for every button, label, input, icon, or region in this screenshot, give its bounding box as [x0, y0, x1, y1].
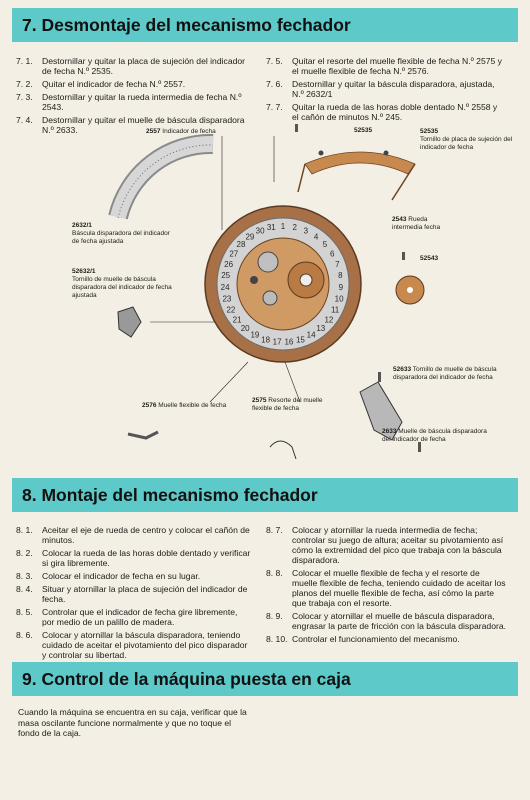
step-8-3: 8. 3. Colocar el indicador de fecha en su lugar.: [16, 571, 201, 581]
date-number: 3: [303, 226, 309, 236]
step-8-9: 8. 9. Colocar y atornillar el muelle de báscula disparadora, engrasar la parte de fricción con la báscula disparadora.: [266, 611, 507, 631]
date-number: 25: [221, 271, 231, 281]
date-number: 22: [226, 305, 236, 315]
date-number: 5: [322, 240, 328, 249]
step-8-1: 8. 1. Aceitar el eje de rueda de centro y colocar el cañón de minutos.: [16, 525, 250, 545]
date-number: 16: [284, 337, 294, 347]
date-number: 19: [250, 330, 260, 340]
step-8-10: 8. 10. Controlar el funcionamiento del mecanismo.: [266, 634, 460, 644]
date-number: 10: [334, 294, 344, 304]
label-52535-b: 52535 Tornillo de placa de sujeción del indicador de fecha: [420, 128, 513, 151]
date-number: 8: [338, 271, 343, 281]
step-8-2: 8. 2. Colocar la rueda de las horas doble dentado y verificar si gira libremente.: [16, 548, 251, 568]
step-8-4: 8. 4. Situar y atornillar la placa de sujeción del indicador de fecha.: [16, 584, 248, 604]
step-8-5: 8. 5. Controlar que el indicador de fecha gire libremente, por medio de un palillo de madera.: [16, 607, 238, 627]
label-2543: 2543 Rueda intermedia fecha: [392, 216, 441, 231]
date-number: 2: [292, 223, 297, 233]
date-number: 18: [261, 335, 271, 345]
step-7-4: 7. 4. Destornillar y quitar el muelle de báscula disparadora N.º 2633.: [16, 115, 245, 135]
label-52535-a: 52535: [354, 127, 373, 134]
date-number: 31: [266, 223, 276, 233]
label-52632: 52632/1 Tornillo de muelle de báscula disparadora del indicador de fecha ajustada: [72, 268, 172, 299]
step-7-5: 7. 5. Quitar el resorte del muelle flexible de fecha N.º 2575 y el muelle flexible de fecha N.º 2576.: [266, 56, 502, 76]
intermediate-wheel-part: [396, 276, 424, 304]
date-indicator-part: [118, 144, 213, 218]
step-8-6: 8. 6. Colocar y atornillar la báscula disparadora, teniendo cuidado de aceitar el pivotamiento del pico disparador y controlar su libertad.: [16, 630, 248, 660]
date-number: 27: [229, 249, 239, 259]
label-2633: 2633 Muelle de báscula disparadora del indicador de fecha: [382, 428, 487, 443]
label-2576: 2576 Muelle flexible de fecha: [142, 402, 227, 409]
section-8-steps-left: [16, 525, 252, 663]
step-7-6: 7. 6. Destornillar y quitar la báscula disparadora, ajustada, N.º 2632/1: [266, 79, 495, 99]
label-52633: 52633 Tornillo de muelle de báscula disparadora del indicador de fecha: [393, 366, 497, 381]
label-2557: 2557 Indicador de fecha: [146, 128, 216, 135]
date-number: 4: [313, 232, 319, 242]
step-8-7: 8. 7. Colocar y atornillar la rueda intermedia de fecha; controlar su juego de altura; aceitar su pivotamiento así cómo la extremidad del pico que trabaja con la báscula disparadora.: [266, 525, 504, 565]
step-7-2: 7. 2. Quitar el indicador de fecha N.º 2557.: [16, 79, 186, 89]
date-number: 12: [324, 315, 334, 325]
date-number: 23: [222, 294, 232, 304]
date-number: 14: [306, 330, 316, 340]
date-number: 13: [316, 324, 326, 333]
date-number: 28: [236, 240, 246, 249]
section-7-steps-right: [266, 56, 502, 125]
date-number: 20: [240, 324, 250, 333]
date-plate-part: [298, 151, 415, 201]
date-number: 24: [220, 282, 230, 292]
date-number: 21: [232, 315, 242, 325]
date-number: 15: [295, 335, 305, 345]
section-9-title: 9. Control de la máquina puesta en caja: [12, 662, 518, 696]
date-number: 30: [255, 226, 265, 236]
date-number: 1: [280, 222, 286, 231]
date-number: 29: [245, 232, 255, 242]
date-number: 11: [330, 305, 340, 315]
step-7-1: 7. 1. Destornillar y quitar la placa de sujeción del indicador de fecha N.º 2535.: [16, 56, 246, 76]
date-number: 9: [338, 282, 344, 292]
label-52543: 52543: [420, 255, 439, 262]
label-2575: 2575 Resorte del muelle flexible de fecha: [252, 397, 323, 412]
section-8-title: 8. Montaje del mecanismo fechador: [12, 478, 518, 512]
date-number: 7: [335, 259, 340, 269]
date-number: 17: [272, 337, 282, 347]
section-9-paragraph: Cuando la máquina se encuentra en su caja, verificar que la masa oscilante funcione normalmente y que no toque el fondo de la caja.: [18, 707, 247, 738]
label-2632: 2632/1 Báscula disparadora del indicador de fecha ajustada: [72, 222, 170, 245]
step-8-8: 8. 8. Colocar el muelle flexible de fecha y el resorte de muelle flexible de fecha, teniendo cuidado de aceitar los planos del muelle flexible de fecha, así cómo la parte que trabaja con el resorte.: [266, 568, 506, 608]
date-number: 26: [224, 259, 234, 269]
section-8-steps-right: [266, 525, 506, 647]
section-7-title: 7. Desmontaje del mecanismo fechador: [12, 8, 518, 42]
step-7-3: 7. 3. Destornillar y quitar la rueda intermedia de fecha N.º 2543.: [16, 92, 242, 112]
date-number: 6: [329, 249, 335, 259]
step-7-7: 7. 7. Quitar la rueda de las horas doble dentado N.º 2558 y el cañón de minutos N.º 245.: [266, 102, 498, 122]
